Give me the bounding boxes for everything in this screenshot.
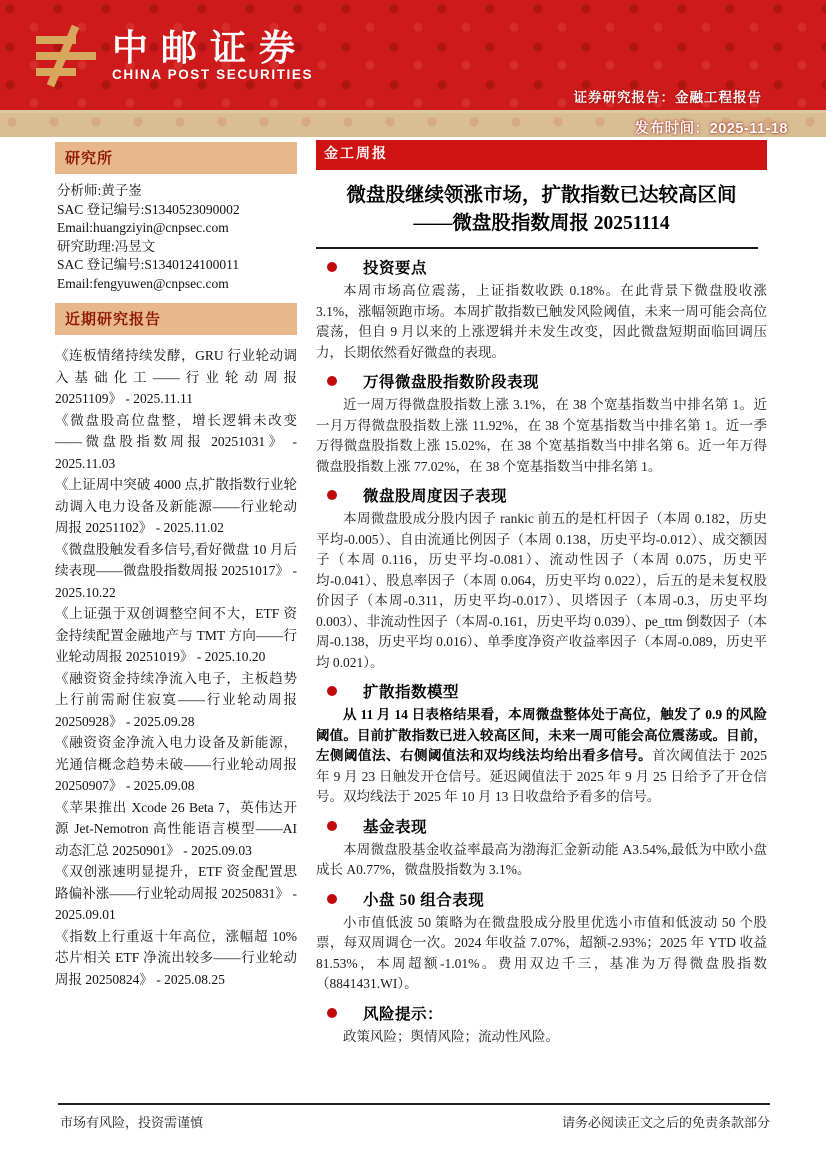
report-item: 《微盘股触发看多信号,看好微盘 10 月后续表现——微盘股指数周报 20251017》 - 2025.10.22 [55,541,297,600]
title-divider [316,247,758,249]
report-section [316,484,767,673]
report-title-line1: 微盘股继续领涨市场，扩散指数已达较高区间 [346,185,737,206]
sidebar [55,142,297,990]
section-paragraph: 本周微盘股基金收益率最高为渤海汇金新动能 A3.54%,最低为中欧小盘成长 A0.77%，微盘股指数为 3.1%。 [316,841,767,877]
report-item: 《融资资金净流入电力设备及新能源，光通信概念趋势未破——行业轮动周报 20250907》 - 2025.09.08 [55,735,297,793]
report-item: 《连板情绪持续发酵，GRU 行业轮动调入基础化工——行业轮动周报 20251109》 - 2025.11.11 [55,348,297,406]
section-paragraph: 政策风险；舆情风险；流动性风险。 [343,1028,559,1044]
brand-name-cn: 中邮证券 [112,26,309,68]
report-section [316,256,767,363]
report-item: 《双创涨速明显提升，ETF 资金配置思路偏补涨——行业轮动周报 20250831》 - 2025.09.01 [55,864,297,922]
section-heading: 基金表现 [363,818,428,836]
section-heading: 微盘股周度因子表现 [363,488,508,505]
report-item: 《融资资金持续净流入电子，主板趋势上行前需耐住寂寞——行业轮动周报 20250928》 - 2025.09.28 [55,670,297,729]
section-paragraph: 近一周万得微盘股指数上涨 3.1%，在 38 个宽基指数当中排名第 1。近一月万得微盘股指数上涨 11.92%，在 38 个宽基指数当中排名第 1。近一季万得微盘股指数上涨 15.02%，在 38 个宽基指数当中排名第 6。近一年万得微盘股指数上涨 77.02%，在 38 个宽基指数当中排名第 1。 [316,397,767,474]
recent-reports-header: 近期研究报告 [55,303,297,335]
analyst-info-line: SAC 登记编号:S1340523090002 [57,201,240,217]
brand-name-en: CHINA POST SECURITIES [112,67,314,83]
report-section [316,680,767,808]
publish-band [0,110,826,137]
report-type-label: 证券研究报告：金融工程报告 [573,90,762,105]
report-item: 《上证强于双创调整空间不大，ETF 资金持续配置金融地产与 TMT 方向——行业轮动周报 20251019》 - 2025.10.20 [55,606,297,664]
analyst-info-line: Email:huangziyin@cnpsec.com [57,220,229,235]
china-post-logo-icon [28,18,102,92]
report-title [316,182,767,238]
section-paragraph: 本周微盘股成分股内因子 rankic 前五的是杠杆因子（本周 0.182，历史平均-0.005）、自由流通比例因子（本周 0.138，历史平均-0.012）、成交额因子（本周 0.116，历史平均-0.081）、流动性因子（本周 0.075，历史平均-0.041）、股息率因子（本周 0.064，历史平均 0.022），后五的是未复权股价因子（本周-0.311，历史平均-0.017）、贝塔因子（本周-0.3，历史平均 0.003）、非流动性因子（本周-0.161，历史平均 0.039）、pe_ttm 倒数因子（本周-0.138，历史平均 0.016）、单季度净资产收益率因子（本周-0.089，历史平均 0.021）。 [316,511,767,670]
report-body [316,140,767,1047]
analyst-info-line: Email:fengyuwen@cnpsec.com [57,275,229,291]
analyst-info-line: 分析师:黄子崟 [57,183,142,198]
section-paragraph: 从 11 月 14 日表格结果看，本周微盘整体处于高位，触发了 0.9 的风险阈值。目前扩散指数已进入较高区间，未来一周可能会高位震荡或。目前，左侧阈值法、右侧阈值法和双均线法均给出看多信号。首次阈值法于 2025 年 9 月 23 日触发开仓信号。延迟阈值法于 2025 年 9 月 25 日给予了开仓信号。双均线法于 2025 年 10 月 13 日收盘给予看多的信号。 [316,707,768,804]
bullet-icon [327,262,337,272]
report-item: 《上证周中突破 4000 点,扩散指数行业轮动调入电力设备及新能源——行业轮动周报 20251102》 - 2025.11.02 [55,477,297,535]
bullet-icon [327,376,337,386]
footer-disclaimer-left: 市场有风险，投资需谨慎 [60,1115,204,1130]
brand-block [28,18,313,92]
report-item: 《指数上行重返十年高位，涨幅超 10% 芯片相关 ETF 净流出较多——行业轮动周报 20250824》 - 2025.08.25 [55,928,297,987]
brand-text [112,28,313,83]
section-paragraph: 小市值低波 50 策略为在微盘股成分股里优选小市值和低波动 50 个股票，每双周调仓一次。2024 年收益 7.07%，超额-2.93%；2025 年 YTD 收益 81.53%，本周超额-1.01%。费用双边千三，基准为万得微盘股指数（8841431.WI）。 [316,914,767,991]
publish-time-label: 发布时间：2025-11-18 [634,121,788,137]
section-heading: 投资要点 [363,260,428,277]
bullet-icon [327,821,337,831]
report-section [316,815,767,881]
section-heading: 小盘 50 组合表现 [363,891,485,909]
report-item: 《苹果推出 Xcode 26 Beta 7，英伟达开源 Jet-Nemotron 高性能语言模型——AI 动态汇总 20250901》 - 2025.09.03 [55,799,297,858]
analyst-info-line: SAC 登记编号:S1340124100011 [57,257,240,272]
footer-disclaimer-right: 请务必阅读正文之后的免责条款部分 [561,1115,770,1130]
analyst-info-line: 研究助理:冯昱文 [57,238,156,254]
bullet-icon [327,686,337,696]
bullet-icon [327,1008,337,1018]
category-badge: 金工周报 [316,140,767,170]
bullet-icon [327,490,337,500]
report-section [316,370,767,477]
report-title-line2: ——微盘股指数周报 20251114 [413,213,670,234]
section-paragraph: 本周市场高位震荡，上证指数收跌 0.18%。在此背景下微盘股收涨 3.1%，涨幅领跑市场。本周扩散指数已触发风险阈值，未来一周可能会高位震荡，但自 9 月以来的上涨逻辑并未发生改变，因此微盘短期面临回调压力，长期依然看好微盘的表现。 [316,283,767,360]
report-section [316,888,767,995]
analyst-info [57,182,295,293]
report-section [316,1002,767,1048]
bullet-icon [327,894,337,904]
header-banner [0,0,826,110]
reports-list [55,345,297,990]
report-item: 《微盘股高位盘整，增长逻辑未改变——微盘股指数周报 20251031》 - 2025.11.03 [55,412,297,471]
section-heading: 万得微盘股指数阶段表现 [363,374,540,391]
section-heading: 风险提示： [363,1005,444,1023]
section-heading: 扩散指数模型 [363,684,460,701]
footer-divider [58,1103,770,1105]
institute-header: 研究所 [55,142,297,174]
